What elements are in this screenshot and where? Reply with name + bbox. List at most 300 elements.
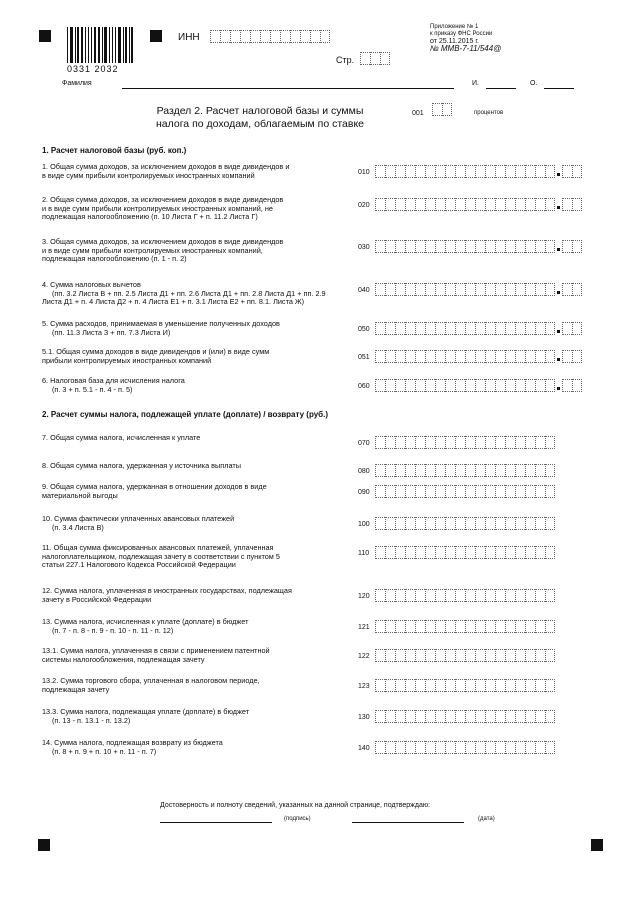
input-cell[interactable] xyxy=(475,517,485,530)
input-cell[interactable] xyxy=(445,464,455,477)
input-cell[interactable] xyxy=(395,546,405,559)
input-cell[interactable] xyxy=(455,517,465,530)
input-cell[interactable] xyxy=(395,485,405,498)
input-cell[interactable] xyxy=(465,649,475,662)
input-cell[interactable] xyxy=(495,240,505,253)
input-cell[interactable] xyxy=(515,165,525,178)
input-cell[interactable] xyxy=(395,283,405,296)
input-cell[interactable] xyxy=(435,485,445,498)
input-cell[interactable] xyxy=(395,620,405,633)
input-cell[interactable] xyxy=(535,620,545,633)
input-cell[interactable] xyxy=(495,710,505,723)
input-cell[interactable] xyxy=(465,485,475,498)
input-cell[interactable] xyxy=(475,710,485,723)
input-cell[interactable] xyxy=(475,741,485,754)
input-cell[interactable] xyxy=(562,198,572,211)
input-cell[interactable] xyxy=(485,589,495,602)
input-cell[interactable] xyxy=(495,679,505,692)
input-cell[interactable] xyxy=(405,165,415,178)
input-cell[interactable] xyxy=(405,741,415,754)
input-cell[interactable] xyxy=(385,649,395,662)
input-cell[interactable] xyxy=(445,620,455,633)
input-cell[interactable] xyxy=(455,350,465,363)
input-cell[interactable] xyxy=(465,165,475,178)
input-cell[interactable] xyxy=(465,741,475,754)
input-cell[interactable] xyxy=(525,464,535,477)
input-cell[interactable] xyxy=(425,165,435,178)
input-cell[interactable] xyxy=(465,436,475,449)
input-cell[interactable] xyxy=(535,589,545,602)
input-cell[interactable] xyxy=(395,436,405,449)
amount-field-090[interactable] xyxy=(375,485,555,498)
amount-field-121[interactable] xyxy=(375,620,555,633)
input-cell[interactable] xyxy=(465,589,475,602)
input-cell[interactable] xyxy=(485,436,495,449)
input-cell[interactable] xyxy=(435,517,445,530)
input-cell[interactable] xyxy=(455,741,465,754)
input-cell[interactable] xyxy=(545,710,555,723)
input-cell[interactable] xyxy=(465,620,475,633)
input-cell[interactable] xyxy=(535,165,545,178)
input-cell[interactable] xyxy=(545,165,555,178)
input-cell[interactable] xyxy=(250,30,260,43)
amount-field-080[interactable] xyxy=(375,464,555,477)
input-cell[interactable] xyxy=(435,679,445,692)
input-cell[interactable] xyxy=(445,485,455,498)
input-cell[interactable] xyxy=(445,350,455,363)
input-cell[interactable] xyxy=(495,464,505,477)
input-cell[interactable] xyxy=(432,103,442,116)
input-cell[interactable] xyxy=(475,379,485,392)
input-cell[interactable] xyxy=(385,546,395,559)
input-cell[interactable] xyxy=(405,436,415,449)
input-cell[interactable] xyxy=(465,517,475,530)
input-cell[interactable] xyxy=(385,379,395,392)
input-cell[interactable] xyxy=(572,350,582,363)
input-cell[interactable] xyxy=(515,741,525,754)
input-cell[interactable] xyxy=(435,649,445,662)
input-cell[interactable] xyxy=(455,464,465,477)
input-cell[interactable] xyxy=(445,517,455,530)
input-cell[interactable] xyxy=(445,436,455,449)
input-cell[interactable] xyxy=(425,283,435,296)
input-cell[interactable] xyxy=(435,620,445,633)
input-cell[interactable] xyxy=(545,620,555,633)
input-cell[interactable] xyxy=(445,589,455,602)
input-cell[interactable] xyxy=(465,240,475,253)
input-cell[interactable] xyxy=(535,485,545,498)
initial-i-line[interactable] xyxy=(486,88,516,89)
date-line[interactable] xyxy=(352,822,464,823)
input-cell[interactable] xyxy=(415,620,425,633)
input-cell[interactable] xyxy=(505,283,515,296)
input-cell[interactable] xyxy=(395,165,405,178)
input-cell[interactable] xyxy=(435,240,445,253)
input-cell[interactable] xyxy=(515,350,525,363)
surname-line[interactable] xyxy=(122,88,454,89)
input-cell[interactable] xyxy=(445,283,455,296)
amount-field-010[interactable] xyxy=(375,165,582,178)
input-cell[interactable] xyxy=(495,589,505,602)
input-cell[interactable] xyxy=(435,165,445,178)
input-cell[interactable] xyxy=(545,379,555,392)
input-cell[interactable] xyxy=(455,649,465,662)
input-cell[interactable] xyxy=(525,589,535,602)
input-cell[interactable] xyxy=(515,464,525,477)
input-cell[interactable] xyxy=(375,198,385,211)
input-cell[interactable] xyxy=(445,710,455,723)
input-cell[interactable] xyxy=(505,589,515,602)
input-cell[interactable] xyxy=(375,379,385,392)
input-cell[interactable] xyxy=(415,165,425,178)
input-cell[interactable] xyxy=(435,436,445,449)
input-cell[interactable] xyxy=(395,710,405,723)
input-cell[interactable] xyxy=(425,741,435,754)
input-cell[interactable] xyxy=(485,546,495,559)
input-cell[interactable] xyxy=(495,485,505,498)
input-cell[interactable] xyxy=(535,283,545,296)
input-cell[interactable] xyxy=(545,649,555,662)
input-cell[interactable] xyxy=(435,464,445,477)
input-cell[interactable] xyxy=(380,52,390,65)
input-cell[interactable] xyxy=(375,350,385,363)
input-cell[interactable] xyxy=(415,198,425,211)
input-cell[interactable] xyxy=(425,485,435,498)
input-cell[interactable] xyxy=(405,350,415,363)
input-cell[interactable] xyxy=(495,741,505,754)
input-cell[interactable] xyxy=(475,679,485,692)
input-cell[interactable] xyxy=(405,379,415,392)
input-cell[interactable] xyxy=(455,710,465,723)
input-cell[interactable] xyxy=(535,710,545,723)
input-cell[interactable] xyxy=(435,283,445,296)
input-cell[interactable] xyxy=(375,620,385,633)
input-cell[interactable] xyxy=(415,379,425,392)
input-cell[interactable] xyxy=(385,240,395,253)
input-cell[interactable] xyxy=(425,240,435,253)
input-cell[interactable] xyxy=(425,379,435,392)
input-cell[interactable] xyxy=(415,322,425,335)
input-cell[interactable] xyxy=(505,464,515,477)
input-cell[interactable] xyxy=(505,198,515,211)
input-cell[interactable] xyxy=(475,322,485,335)
input-cell[interactable] xyxy=(385,620,395,633)
input-cell[interactable] xyxy=(515,517,525,530)
input-cell[interactable] xyxy=(535,240,545,253)
amount-field-040[interactable] xyxy=(375,283,582,296)
input-cell[interactable] xyxy=(455,620,465,633)
input-cell[interactable] xyxy=(495,620,505,633)
input-cell[interactable] xyxy=(360,52,370,65)
amount-field-050[interactable] xyxy=(375,322,582,335)
input-cell[interactable] xyxy=(395,464,405,477)
input-cell[interactable] xyxy=(525,649,535,662)
input-cell[interactable] xyxy=(425,620,435,633)
input-cell[interactable] xyxy=(435,589,445,602)
input-cell[interactable] xyxy=(375,546,385,559)
input-cell[interactable] xyxy=(505,436,515,449)
input-cell[interactable] xyxy=(515,710,525,723)
input-cell[interactable] xyxy=(535,679,545,692)
input-cell[interactable] xyxy=(385,517,395,530)
input-cell[interactable] xyxy=(405,322,415,335)
inn-field[interactable] xyxy=(210,30,330,43)
input-cell[interactable] xyxy=(375,517,385,530)
input-cell[interactable] xyxy=(515,679,525,692)
input-cell[interactable] xyxy=(505,710,515,723)
input-cell[interactable] xyxy=(545,350,555,363)
input-cell[interactable] xyxy=(415,517,425,530)
input-cell[interactable] xyxy=(455,436,465,449)
input-cell[interactable] xyxy=(485,679,495,692)
input-cell[interactable] xyxy=(405,589,415,602)
input-cell[interactable] xyxy=(545,485,555,498)
input-cell[interactable] xyxy=(525,322,535,335)
input-cell[interactable] xyxy=(465,379,475,392)
input-cell[interactable] xyxy=(505,649,515,662)
input-cell[interactable] xyxy=(495,283,505,296)
input-cell[interactable] xyxy=(475,198,485,211)
input-cell[interactable] xyxy=(425,198,435,211)
input-cell[interactable] xyxy=(535,741,545,754)
amount-field-120[interactable] xyxy=(375,589,555,602)
input-cell[interactable] xyxy=(525,283,535,296)
input-cell[interactable] xyxy=(525,240,535,253)
input-cell[interactable] xyxy=(485,649,495,662)
input-cell[interactable] xyxy=(505,379,515,392)
input-cell[interactable] xyxy=(395,517,405,530)
input-cell[interactable] xyxy=(505,620,515,633)
amount-field-140[interactable] xyxy=(375,741,555,754)
input-cell[interactable] xyxy=(545,436,555,449)
input-cell[interactable] xyxy=(475,240,485,253)
input-cell[interactable] xyxy=(515,589,525,602)
input-cell[interactable] xyxy=(280,30,290,43)
input-cell[interactable] xyxy=(375,485,385,498)
amount-field-123[interactable] xyxy=(375,679,555,692)
input-cell[interactable] xyxy=(465,198,475,211)
amount-field-100[interactable] xyxy=(375,517,555,530)
input-cell[interactable] xyxy=(572,283,582,296)
input-cell[interactable] xyxy=(395,741,405,754)
input-cell[interactable] xyxy=(515,322,525,335)
input-cell[interactable] xyxy=(425,436,435,449)
input-cell[interactable] xyxy=(545,464,555,477)
input-cell[interactable] xyxy=(475,436,485,449)
input-cell[interactable] xyxy=(525,198,535,211)
amount-field-020[interactable] xyxy=(375,198,582,211)
input-cell[interactable] xyxy=(505,350,515,363)
input-cell[interactable] xyxy=(475,620,485,633)
input-cell[interactable] xyxy=(545,517,555,530)
input-cell[interactable] xyxy=(572,379,582,392)
input-cell[interactable] xyxy=(395,589,405,602)
input-cell[interactable] xyxy=(210,30,220,43)
input-cell[interactable] xyxy=(485,322,495,335)
amount-field-070[interactable] xyxy=(375,436,555,449)
input-cell[interactable] xyxy=(465,679,475,692)
input-cell[interactable] xyxy=(572,165,582,178)
input-cell[interactable] xyxy=(572,198,582,211)
input-cell[interactable] xyxy=(505,165,515,178)
input-cell[interactable] xyxy=(290,30,300,43)
input-cell[interactable] xyxy=(572,322,582,335)
input-cell[interactable] xyxy=(405,464,415,477)
input-cell[interactable] xyxy=(495,379,505,392)
input-cell[interactable] xyxy=(535,546,545,559)
input-cell[interactable] xyxy=(435,322,445,335)
input-cell[interactable] xyxy=(405,485,415,498)
input-cell[interactable] xyxy=(562,379,572,392)
input-cell[interactable] xyxy=(375,436,385,449)
input-cell[interactable] xyxy=(535,649,545,662)
input-cell[interactable] xyxy=(445,679,455,692)
input-cell[interactable] xyxy=(485,741,495,754)
input-cell[interactable] xyxy=(300,30,310,43)
input-cell[interactable] xyxy=(405,649,415,662)
input-cell[interactable] xyxy=(375,464,385,477)
input-cell[interactable] xyxy=(465,322,475,335)
input-cell[interactable] xyxy=(515,546,525,559)
input-cell[interactable] xyxy=(485,350,495,363)
input-cell[interactable] xyxy=(525,741,535,754)
input-cell[interactable] xyxy=(515,620,525,633)
input-cell[interactable] xyxy=(515,198,525,211)
input-cell[interactable] xyxy=(485,240,495,253)
input-cell[interactable] xyxy=(475,485,485,498)
input-cell[interactable] xyxy=(445,240,455,253)
input-cell[interactable] xyxy=(385,741,395,754)
input-cell[interactable] xyxy=(465,283,475,296)
input-cell[interactable] xyxy=(525,517,535,530)
input-cell[interactable] xyxy=(395,649,405,662)
input-cell[interactable] xyxy=(545,679,555,692)
input-cell[interactable] xyxy=(385,436,395,449)
input-cell[interactable] xyxy=(475,546,485,559)
input-cell[interactable] xyxy=(415,485,425,498)
input-cell[interactable] xyxy=(535,517,545,530)
input-cell[interactable] xyxy=(475,165,485,178)
input-cell[interactable] xyxy=(475,350,485,363)
input-cell[interactable] xyxy=(455,589,465,602)
input-cell[interactable] xyxy=(525,679,535,692)
input-cell[interactable] xyxy=(415,240,425,253)
input-cell[interactable] xyxy=(425,517,435,530)
input-cell[interactable] xyxy=(485,517,495,530)
input-cell[interactable] xyxy=(445,741,455,754)
input-cell[interactable] xyxy=(495,546,505,559)
input-cell[interactable] xyxy=(435,198,445,211)
input-cell[interactable] xyxy=(415,546,425,559)
input-cell[interactable] xyxy=(442,103,452,116)
amount-field-110[interactable] xyxy=(375,546,555,559)
input-cell[interactable] xyxy=(425,464,435,477)
input-cell[interactable] xyxy=(375,649,385,662)
input-cell[interactable] xyxy=(495,322,505,335)
input-cell[interactable] xyxy=(545,589,555,602)
input-cell[interactable] xyxy=(320,30,330,43)
input-cell[interactable] xyxy=(445,165,455,178)
input-cell[interactable] xyxy=(535,350,545,363)
input-cell[interactable] xyxy=(425,679,435,692)
input-cell[interactable] xyxy=(525,379,535,392)
input-cell[interactable] xyxy=(562,283,572,296)
input-cell[interactable] xyxy=(405,198,415,211)
signature-line[interactable] xyxy=(160,822,272,823)
input-cell[interactable] xyxy=(545,322,555,335)
input-cell[interactable] xyxy=(455,546,465,559)
input-cell[interactable] xyxy=(562,322,572,335)
input-cell[interactable] xyxy=(485,379,495,392)
initial-o-line[interactable] xyxy=(544,88,574,89)
input-cell[interactable] xyxy=(545,198,555,211)
input-cell[interactable] xyxy=(415,649,425,662)
input-cell[interactable] xyxy=(240,30,250,43)
input-cell[interactable] xyxy=(505,240,515,253)
input-cell[interactable] xyxy=(405,517,415,530)
input-cell[interactable] xyxy=(455,379,465,392)
input-cell[interactable] xyxy=(375,741,385,754)
input-cell[interactable] xyxy=(405,620,415,633)
input-cell[interactable] xyxy=(395,198,405,211)
input-cell[interactable] xyxy=(405,679,415,692)
input-cell[interactable] xyxy=(395,350,405,363)
input-cell[interactable] xyxy=(375,283,385,296)
input-cell[interactable] xyxy=(395,679,405,692)
input-cell[interactable] xyxy=(415,464,425,477)
input-cell[interactable] xyxy=(415,741,425,754)
input-cell[interactable] xyxy=(545,546,555,559)
input-cell[interactable] xyxy=(385,464,395,477)
input-cell[interactable] xyxy=(475,649,485,662)
amount-field-060[interactable] xyxy=(375,379,582,392)
input-cell[interactable] xyxy=(425,649,435,662)
input-cell[interactable] xyxy=(465,464,475,477)
input-cell[interactable] xyxy=(562,240,572,253)
input-cell[interactable] xyxy=(415,436,425,449)
input-cell[interactable] xyxy=(415,283,425,296)
input-cell[interactable] xyxy=(505,517,515,530)
input-cell[interactable] xyxy=(385,322,395,335)
input-cell[interactable] xyxy=(445,198,455,211)
input-cell[interactable] xyxy=(375,322,385,335)
input-cell[interactable] xyxy=(415,350,425,363)
input-cell[interactable] xyxy=(375,679,385,692)
input-cell[interactable] xyxy=(525,485,535,498)
input-cell[interactable] xyxy=(465,546,475,559)
input-cell[interactable] xyxy=(495,436,505,449)
input-cell[interactable] xyxy=(455,322,465,335)
input-cell[interactable] xyxy=(310,30,320,43)
page-field[interactable] xyxy=(360,52,390,65)
input-cell[interactable] xyxy=(425,350,435,363)
input-cell[interactable] xyxy=(445,322,455,335)
input-cell[interactable] xyxy=(455,240,465,253)
input-cell[interactable] xyxy=(475,589,485,602)
input-cell[interactable] xyxy=(475,283,485,296)
input-cell[interactable] xyxy=(385,198,395,211)
input-cell[interactable] xyxy=(535,464,545,477)
input-cell[interactable] xyxy=(435,379,445,392)
input-cell[interactable] xyxy=(495,198,505,211)
input-cell[interactable] xyxy=(385,485,395,498)
amount-field-051[interactable] xyxy=(375,350,582,363)
input-cell[interactable] xyxy=(515,240,525,253)
input-cell[interactable] xyxy=(485,283,495,296)
input-cell[interactable] xyxy=(515,485,525,498)
input-cell[interactable] xyxy=(515,649,525,662)
input-cell[interactable] xyxy=(535,436,545,449)
